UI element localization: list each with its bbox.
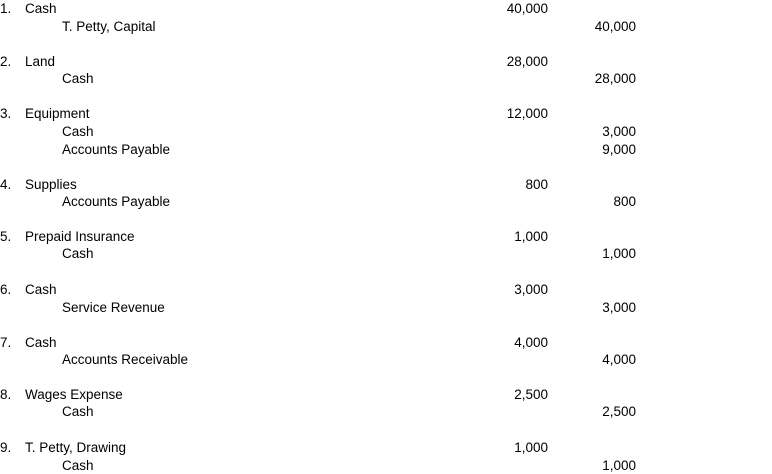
debit-amount: 800	[525, 177, 548, 192]
credit-account: Cash .....	[62, 457, 471, 474]
credit-amount: 800	[613, 194, 636, 209]
credit-line	[0, 193, 772, 210]
debit-account: Wages Expense .....	[25, 386, 471, 403]
credit-line	[0, 245, 772, 262]
entry-number: 9.	[0, 440, 12, 455]
credit-account: Cash .....	[62, 70, 471, 87]
debit-amount: 1,000	[514, 229, 548, 244]
credit-amount: 4,000	[602, 352, 636, 367]
credit-account: Accounts Payable .....	[62, 141, 471, 158]
entry-number: 1.	[0, 1, 12, 16]
entry-number: 6.	[0, 282, 12, 297]
entry-number: 2.	[0, 54, 12, 69]
debit-amount: 3,000	[514, 282, 548, 297]
credit-amount: 2,500	[602, 404, 636, 419]
credit-amount: 3,000	[602, 124, 636, 139]
debit-account: Supplies .....	[25, 176, 471, 193]
debit-line	[0, 105, 772, 122]
credit-amount: 1,000	[602, 458, 636, 473]
credit-line	[0, 351, 772, 368]
debit-amount: 12,000	[506, 106, 548, 121]
credit-account: Cash .....	[62, 123, 471, 140]
credit-account: T. Petty, Capital .....	[62, 18, 471, 35]
debit-amount: 2,500	[514, 387, 548, 402]
debit-amount: 1,000	[514, 440, 548, 455]
credit-account: Accounts Payable .....	[62, 193, 471, 210]
entry-number: 5.	[0, 229, 12, 244]
debit-line	[0, 53, 772, 70]
debit-account: Cash .....	[25, 0, 471, 17]
debit-line	[0, 439, 772, 456]
debit-line	[0, 386, 772, 403]
entry-number: 8.	[0, 387, 12, 402]
credit-account: Cash .....	[62, 245, 471, 262]
credit-line	[0, 18, 772, 35]
credit-line	[0, 403, 772, 420]
credit-line	[0, 457, 772, 474]
debit-account: Cash .....	[25, 281, 471, 298]
credit-amount: 28,000	[594, 71, 636, 86]
credit-amount: 40,000	[594, 19, 636, 34]
entry-number: 4.	[0, 177, 12, 192]
debit-account: Prepaid Insurance .....	[25, 228, 471, 245]
debit-line	[0, 334, 772, 351]
debit-account: Cash .....	[25, 334, 471, 351]
debit-amount: 28,000	[506, 54, 548, 69]
entry-number: 7.	[0, 335, 12, 350]
credit-line	[0, 299, 772, 316]
credit-line	[0, 70, 772, 87]
entry-number: 3.	[0, 106, 12, 121]
debit-account: Equipment .....	[25, 105, 471, 122]
debit-account: Land .....	[25, 53, 471, 70]
credit-account: Cash .....	[62, 403, 471, 420]
debit-account: T. Petty, Drawing .....	[25, 439, 471, 456]
credit-line	[0, 141, 772, 158]
credit-line	[0, 123, 772, 140]
debit-amount: 40,000	[506, 1, 548, 16]
credit-account: Service Revenue .....	[62, 299, 471, 316]
debit-amount: 4,000	[514, 335, 548, 350]
debit-line	[0, 0, 772, 17]
credit-amount: 1,000	[602, 246, 636, 261]
credit-account: Accounts Receivable .....	[62, 351, 471, 368]
debit-line	[0, 228, 772, 245]
debit-line	[0, 281, 772, 298]
debit-line	[0, 176, 772, 193]
credit-amount: 9,000	[602, 142, 636, 157]
credit-amount: 3,000	[602, 300, 636, 315]
